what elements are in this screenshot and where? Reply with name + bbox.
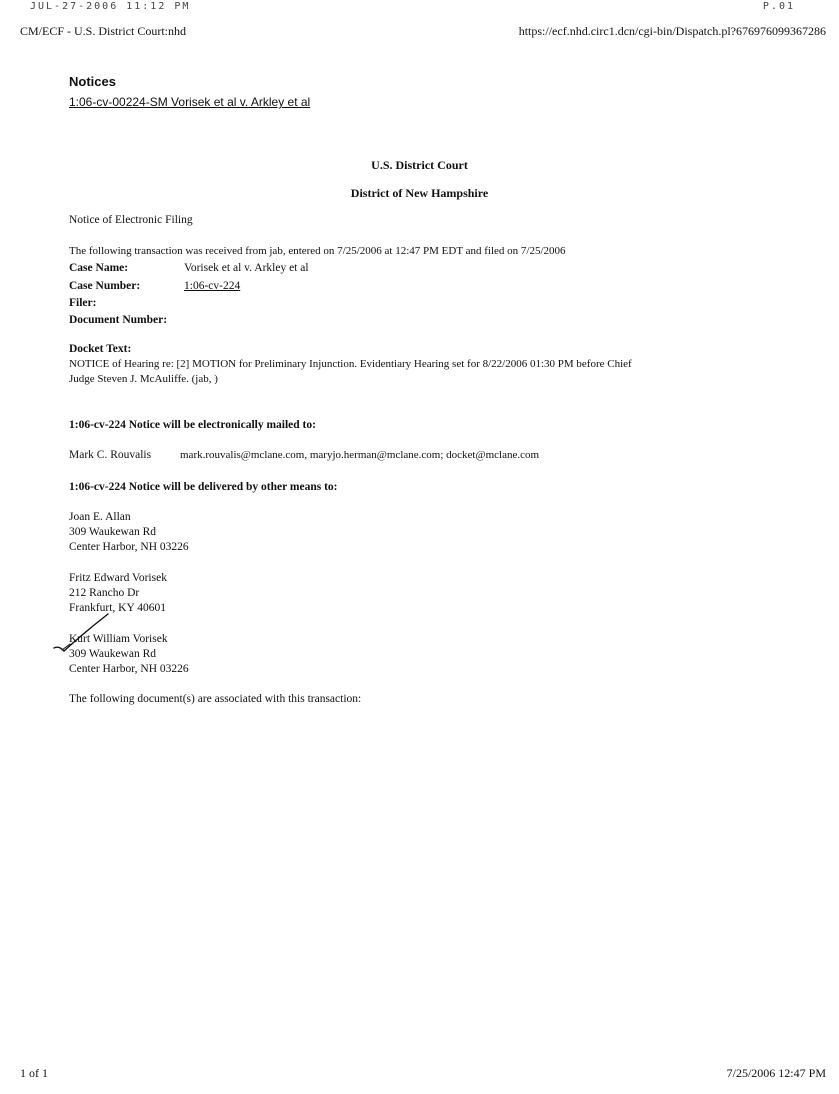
recipient-1-street: 309 Waukewan Rd xyxy=(69,526,157,538)
recipient-3-street: 309 Waukewan Rd xyxy=(69,648,157,660)
docket-text-line-2: Judge Steven J. McAuliffe. (jab, ) xyxy=(69,373,218,385)
recipient-3-city: Center Harbor, NH 03226 xyxy=(69,663,189,675)
recipient-1-name: Joan E. Allan xyxy=(69,511,131,523)
footer-page-count: 1 of 1 xyxy=(20,1066,48,1080)
electronic-notice-heading: 1:06-cv-224 Notice will be electronically mailed to: xyxy=(69,419,316,431)
case-number-link[interactable]: 1:06-cv-224 xyxy=(184,280,241,292)
nef-title: Notice of Electronic Filing xyxy=(69,214,193,226)
recipient-2-city: Frankfurt, KY 40601 xyxy=(69,602,166,614)
recipient-3-name: Kurt William Vorisek xyxy=(69,633,168,645)
fax-header-left: JUL-27-2006 11:12 PM xyxy=(30,1,191,12)
docket-text-line-1: NOTICE of Hearing re: [2] MOTION for Preliminary Injunction. Evidentiary Hearing set for 8/22/2006 01:30 PM before Chief xyxy=(69,358,632,370)
documents-associated-line: The following document(s) are associated with this transaction: xyxy=(69,693,362,705)
filer-label: Filer: xyxy=(69,297,97,309)
print-header-url: https://ecf.nhd.circ1.dcn/cgi-bin/Dispatch.pl?676976099367286 xyxy=(518,24,826,38)
transaction-line: The following transaction was received from jab, entered on 7/25/2006 at 12:47 PM EDT and filed on 7/25/2006 xyxy=(69,245,566,257)
document-number-label: Document Number: xyxy=(69,314,168,326)
print-header-title: CM/ECF - U.S. District Court:nhd xyxy=(20,24,187,38)
case-name-label: Case Name: xyxy=(69,262,129,274)
case-name-value: Vorisek et al v. Arkley et al xyxy=(184,262,309,274)
court-name: U.S. District Court xyxy=(371,158,468,172)
case-link[interactable]: 1:06-cv-00224-SM Vorisek et al v. Arkley et al xyxy=(69,95,311,109)
docket-text-label: Docket Text: xyxy=(69,343,132,355)
recipient-2-name: Fritz Edward Vorisek xyxy=(69,572,167,584)
case-number-label: Case Number: xyxy=(69,280,141,292)
electronic-recipient-emails: mark.rouvalis@mclane.com, maryjo.herman@mclane.com; docket@mclane.com xyxy=(180,449,540,461)
court-district: District of New Hampshire xyxy=(350,186,489,200)
electronic-recipient-name: Mark C. Rouvalis xyxy=(69,449,152,461)
fax-header-right: P.01 xyxy=(762,1,795,12)
other-means-heading: 1:06-cv-224 Notice will be delivered by other means to: xyxy=(69,481,338,493)
handwritten-checkmark-icon xyxy=(52,610,112,656)
recipient-1-city: Center Harbor, NH 03226 xyxy=(69,541,189,553)
footer-datetime: 7/25/2006 12:47 PM xyxy=(726,1066,826,1080)
recipient-2-street: 212 Rancho Dr xyxy=(69,587,140,599)
notices-heading: Notices xyxy=(69,74,116,89)
